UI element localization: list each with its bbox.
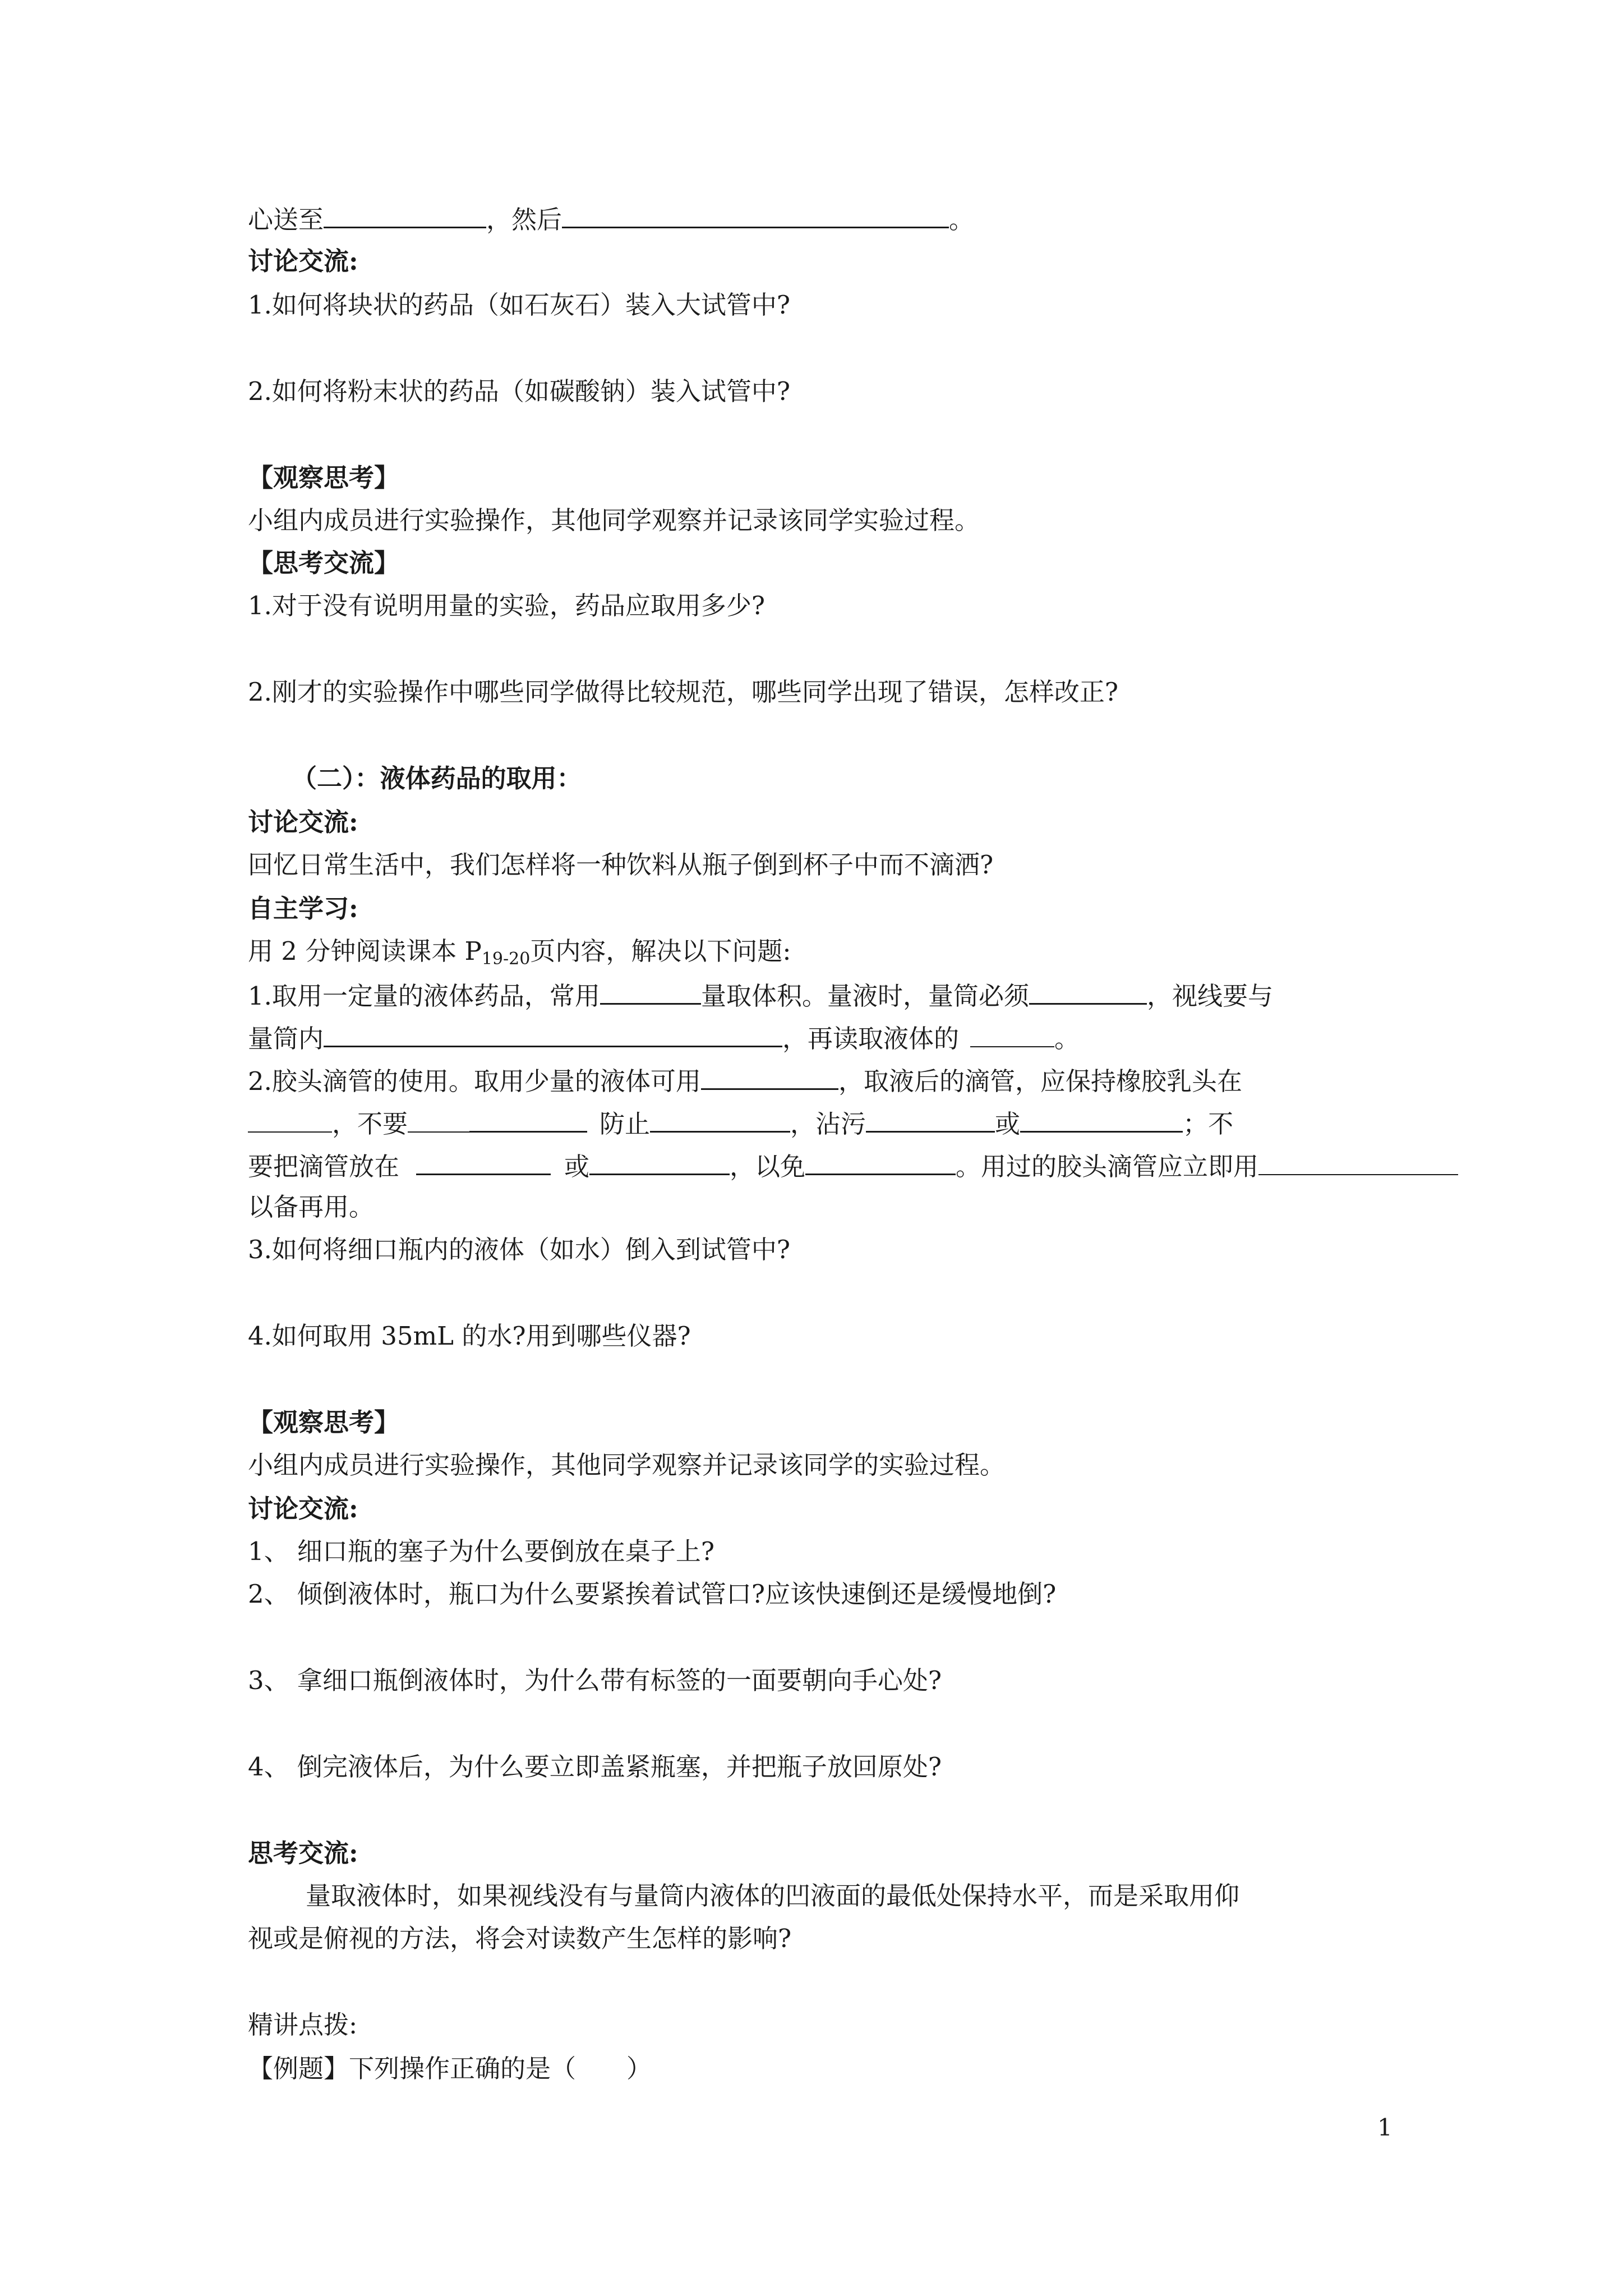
question: 4、 倒完液体后，为什么要立即盖紧瓶塞，并把瓶子放回原处? [248, 1752, 942, 1782]
line-fill-blank: 量筒内 ，再读取液体的 。 [248, 1020, 1080, 1053]
blank [324, 1020, 782, 1047]
page-number: 1 [1377, 2114, 1393, 2141]
blank [408, 1106, 469, 1133]
question: 1.如何将块状的药品（如石灰石）装入大试管中? [248, 290, 791, 320]
section-heading: 讨论交流: [248, 246, 358, 276]
section-heading: 自主学习: [248, 894, 358, 923]
blank [650, 1105, 790, 1133]
section-heading: 思考交流: [248, 1838, 358, 1868]
blank [324, 201, 486, 228]
paragraph: 用 2 分钟阅读课本 $P_{19-20}$页内容，解决以下问题: [248, 936, 791, 969]
paragraph: 量取液体时，如果视线没有与量筒内液体的凹液面的最低处保持水平，而是采取用仰 [306, 1881, 1240, 1911]
question: 1、 细口瓶的塞子为什么要倒放在桌子上? [248, 1536, 715, 1566]
line-fill-blank: 2.胶头滴管的使用。取用少量的液体可用 ，取液后的滴管，应保持橡胶乳头在 [248, 1062, 1242, 1096]
example-question: 【例题】下列操作正确的是（ ） [248, 2054, 652, 2083]
blank [589, 1148, 730, 1175]
blank [1258, 1148, 1458, 1175]
section-heading: 讨论交流: [248, 1494, 358, 1524]
paragraph: 视或是俯视的方法，将会对读数产生怎样的影响? [248, 1924, 792, 1953]
paragraph: 小组内成员进行实验操作，其他同学观察并记录该同学实验过程。 [248, 505, 980, 535]
blank [600, 977, 701, 1005]
question: 3、 拿细口瓶倒液体时，为什么带有标签的一面要朝向手心处? [248, 1665, 942, 1695]
section-heading: 【观察思考】 [248, 1407, 400, 1437]
blank [562, 201, 949, 228]
question: 4.如何取用 35mL 的水?用到哪些仪器? [248, 1321, 691, 1351]
blank [1029, 977, 1147, 1005]
question: 3.如何将细口瓶内的液体（如水）倒入到试管中? [248, 1235, 791, 1264]
blank [866, 1105, 995, 1133]
blank [469, 1105, 587, 1133]
line-fill-blank: 1.取用一定量的液体药品，常用 量取体积。量液时，量筒必须 ，视线要与 [248, 977, 1273, 1011]
question: 2.刚才的实验操作中哪些同学做得比较规范，哪些同学出现了错误，怎样改正? [248, 677, 1119, 707]
blank [701, 1062, 838, 1090]
blank [970, 1020, 1054, 1047]
paragraph: 以备再用。 [248, 1192, 375, 1222]
blank [248, 1106, 332, 1133]
paragraph: 小组内成员进行实验操作，其他同学观察并记录该同学的实验过程。 [248, 1450, 1006, 1480]
question: 1.对于没有说明用量的实验，药品应取用多少? [248, 591, 766, 620]
section-heading: 【思考交流】 [248, 548, 400, 578]
blank [805, 1148, 956, 1175]
line-fill-blank: 要把滴管放在 或 ，以免 。用过的胶头滴管应立即用 [248, 1148, 1458, 1181]
line-fill-blank: ，不要 防止 ，沾污 或 ；不 [248, 1105, 1233, 1139]
subsection-title: （二）：液体药品的取用： [292, 763, 582, 793]
blank [1020, 1105, 1183, 1133]
line-fill-blank: 心送至 ，然后 。 [248, 201, 974, 234]
question: 2.如何将粉末状的药品（如碳酸钠）装入试管中? [248, 376, 791, 406]
paragraph: 回忆日常生活中，我们怎样将一种饮料从瓶子倒到杯子中而不滴洒? [248, 850, 994, 880]
blank [416, 1148, 551, 1175]
section-heading: 【观察思考】 [248, 463, 400, 493]
section-heading: 讨论交流: [248, 807, 358, 837]
question: 2、 倾倒液体时，瓶口为什么要紧挨着试管口?应该快速倒还是缓慢地倒? [248, 1579, 1057, 1609]
section-heading: 精讲点拨: [248, 2010, 358, 2040]
